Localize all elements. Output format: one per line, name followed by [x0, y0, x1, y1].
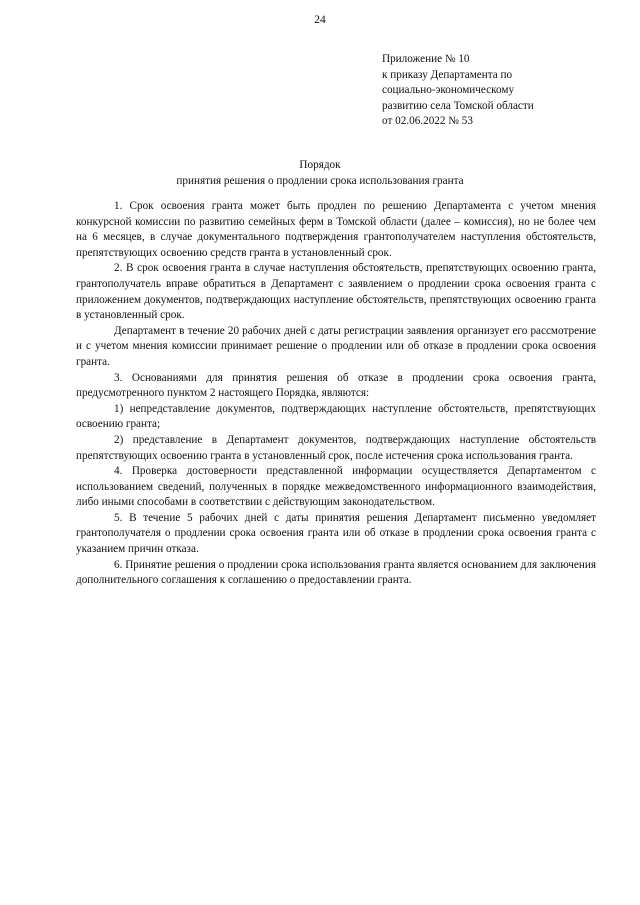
title-line: Порядок: [299, 159, 341, 171]
annex-line: социально-экономическому: [382, 84, 515, 97]
title-line: принятия решения о продлении срока использования гранта: [176, 174, 464, 187]
paragraph: 4. Проверка достоверности представленной информации осуществляется Департаментом с использованием сведений, полученных в порядке межведомственного информационного взаимодействия, либо иными способами в соответствии с действующим законодательством.: [76, 465, 596, 509]
paragraph: 1. Срок освоения гранта может быть продлен по решению Департамента с учетом мнения конкурсной комиссии по развитию семейных ферм в Томской области (далее – комиссия), но не более чем на 6 месяцев, в случае документального подтверждения грантополучателем наступления обстоятельств, препятствующих освоению средств гранта в установленный срок.: [76, 200, 596, 259]
annex-header: [382, 52, 622, 130]
annex-line: к приказу Департамента по: [382, 68, 513, 81]
paragraph: 3. Основаниями для принятия решения об отказе в продлении срока освоения гранта, предусмотренного пунктом 2 настоящего Порядка, являются:: [76, 371, 596, 400]
paragraph: 5. В течение 5 рабочих дней с даты принятия решения Департамент письменно уведомляет грантополучателя о продлении срока освоения гранта или об отказе в продлении срока освоения гранта с указанием причин отказа.: [76, 511, 596, 556]
paragraph: 6. Принятие решения о продлении срока использования гранта является основанием для заключения дополнительного соглашения к соглашению о предоставлении гранта.: [76, 558, 596, 587]
paragraph: Департамент в течение 20 рабочих дней с даты регистрации заявления организует его рассмотрение и с учетом мнения комиссии принимает решение о продлении или об отказе в продлении срока освоения гранта.: [76, 324, 596, 368]
annex-line: от 02.06.2022 № 53: [382, 115, 473, 128]
page-number: 24: [314, 14, 326, 26]
annex-line: Приложение № 10: [382, 53, 470, 65]
paragraph: 2) представление в Департамент документов, подтверждающих наступление обстоятельств препятствующих освоению гранта в установленный срок, после истечения срока использования гранта.: [76, 433, 596, 462]
document-body: [76, 199, 596, 589]
paragraph: 1) непредставление документов, подтверждающих наступление обстоятельств, препятствующих освоению гранта;: [76, 402, 596, 431]
paragraph: 2. В срок освоения гранта в случае наступления обстоятельств, препятствующих освоению гранта, грантополучатель вправе обратиться в Департамент с заявлением о продлении срока освоения гранта с приложением документов, подтверждающих наступление обстоятельств, препятствующих освоению гранта в установленный срок.: [76, 262, 596, 322]
annex-line: развитию села Томской области: [382, 99, 534, 112]
document-title: [0, 158, 640, 189]
